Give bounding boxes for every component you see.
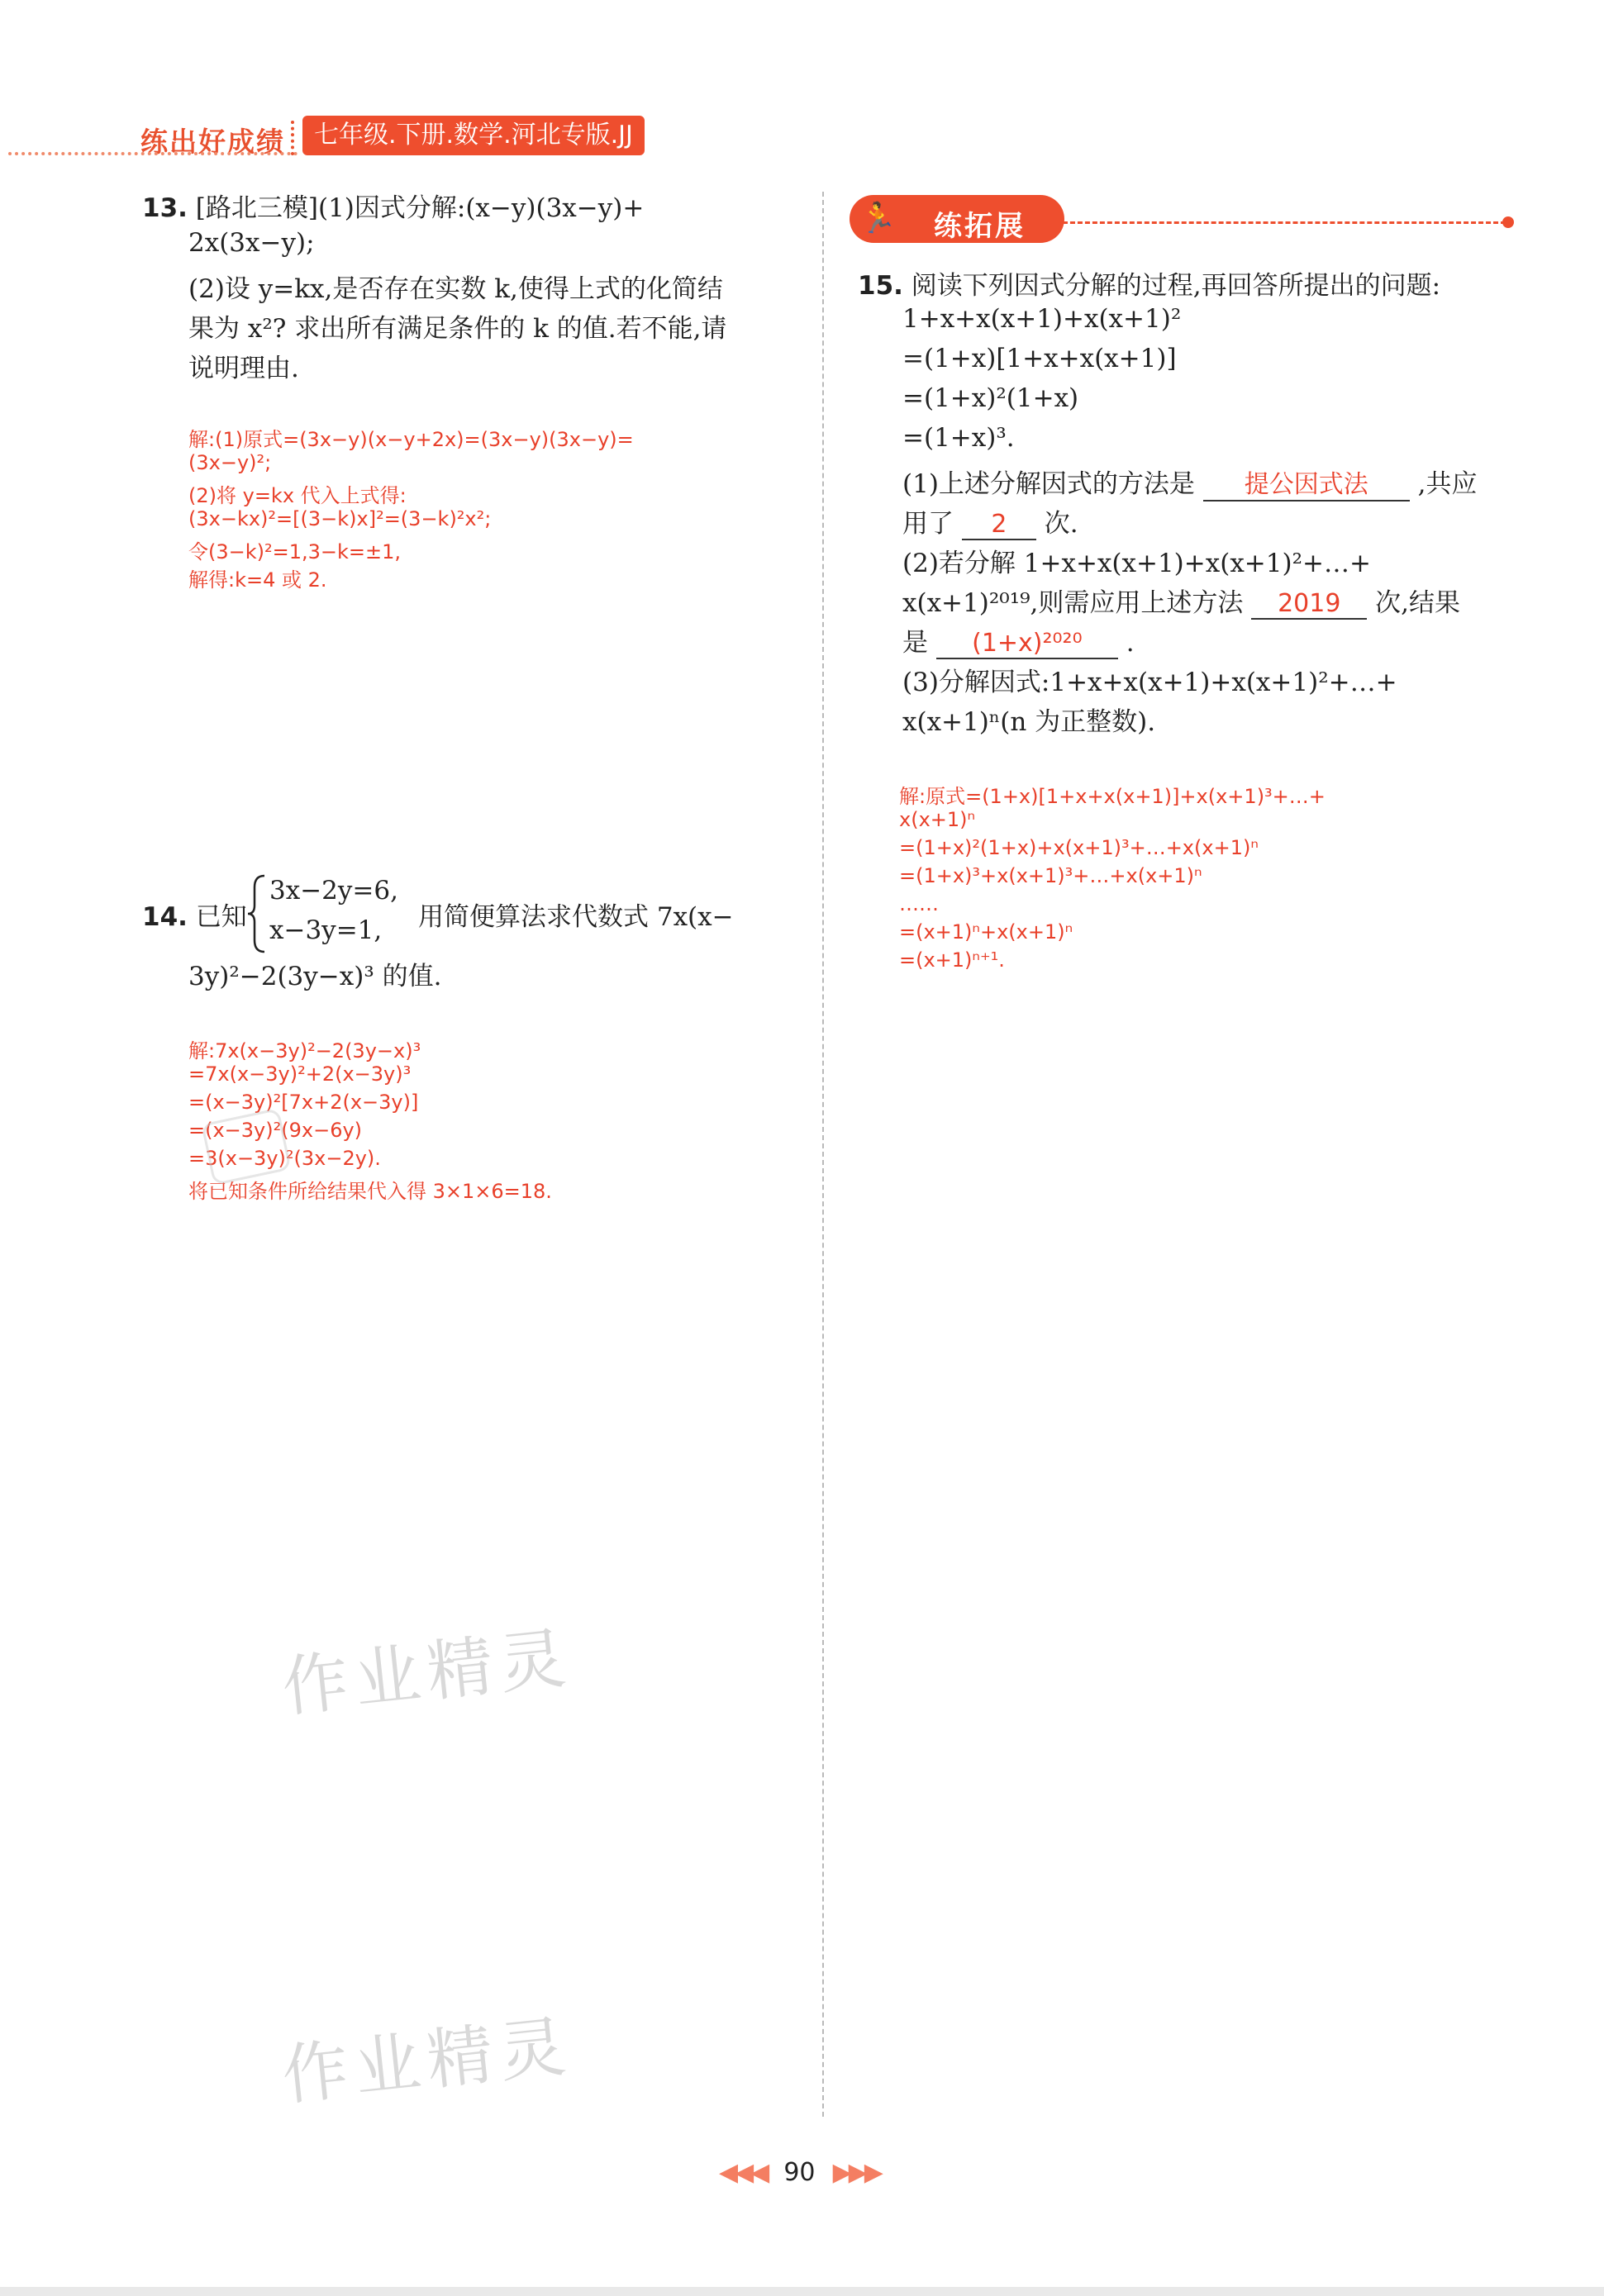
question-text: 用简便算法求代数式 7x(x−: [418, 902, 734, 932]
question-text: 已知: [195, 902, 247, 932]
question-number: 14.: [142, 902, 188, 932]
brand-title: 练出好成绩: [140, 126, 285, 158]
watermark: 作业精灵: [278, 2007, 576, 2115]
question-text: x(x+1)²⁰¹⁹,则需应用上述方法: [902, 588, 1244, 618]
right-arrows-icon: ▶▶▶: [832, 2158, 880, 2187]
answer-line: ……: [899, 892, 939, 915]
question-text: (2)若分解 1+x+x(x+1)+x(x+1)²+…+: [902, 549, 1371, 578]
question-text: [路北三模](1)因式分解:(x−y)(3x−y)+: [195, 193, 645, 223]
equation-2: x−3y=1,: [269, 915, 383, 945]
header-separator: [291, 121, 299, 155]
answer-blank-times: 2019: [1251, 589, 1367, 620]
question-number: 13.: [142, 193, 188, 223]
bottom-edge: [0, 2287, 1604, 2296]
brace-icon: [246, 872, 268, 955]
answer-line: 令(3−k)²=1,3−k=±1,: [188, 540, 402, 563]
answer-line: =(1+x)³+x(x+1)³+…+x(x+1)ⁿ: [899, 864, 1202, 887]
answer-line: (3x−y)²;: [188, 451, 272, 474]
question-text: 果为 x²? 求出所有满足条件的 k 的值.若不能,请: [188, 314, 727, 344]
answer-line: (2)将 y=kx 代入上式得:: [188, 484, 407, 507]
derivation-step: 1+x+x(x+1)+x(x+1)²: [902, 304, 1182, 334]
book-info-tag: 七年级.下册.数学.河北专版.JJ: [302, 116, 645, 155]
question-text: x(x+1)ⁿ(n 为正整数).: [902, 707, 1156, 737]
question-text: 次.: [1044, 509, 1078, 539]
answer-line: 解:原式=(1+x)[1+x+x(x+1)]+x(x+1)³+…+: [899, 785, 1326, 808]
question-text: (3)分解因式:1+x+x(x+1)+x(x+1)²+…+: [902, 668, 1397, 697]
question-text: 用了: [902, 509, 954, 539]
derivation-step: =(1+x)²(1+x): [902, 383, 1079, 413]
page-number: 90: [783, 2158, 816, 2187]
question-text: ,共应: [1417, 469, 1478, 499]
answer-blank-method: 提公因式法: [1203, 463, 1410, 502]
answer-line: =7x(x−3y)²+2(x−3y)³: [188, 1062, 412, 1086]
question-text: 3y)²−2(3y−x)³ 的值.: [188, 962, 442, 991]
question-text: 次,结果: [1375, 588, 1460, 618]
derivation-step: =(1+x)[1+x+x(x+1)]: [902, 344, 1177, 373]
answer-line: 解:7x(x−3y)²−2(3y−x)³: [188, 1039, 421, 1062]
section-dashed-rule: [1063, 221, 1506, 224]
equation-1: 3x−2y=6,: [269, 876, 398, 906]
header-dotted-rule: [8, 152, 297, 155]
answer-line: (3x−kx)²=[(3−k)x]²=(3−k)²x²;: [188, 507, 492, 530]
answer-line: =(x+1)ⁿ⁺¹.: [899, 948, 1005, 972]
question-text: 阅读下列因式分解的过程,再回答所提出的问题:: [911, 271, 1441, 301]
question-text: 是: [902, 628, 928, 658]
column-divider: [822, 192, 824, 2117]
section-rule-dot: [1502, 216, 1514, 228]
watermark: 作业精灵: [278, 1619, 576, 1727]
question-text: (2)设 y=kx,是否存在实数 k,使得上式的化简结: [188, 274, 723, 304]
answer-blank-count: 2: [962, 510, 1036, 540]
runner-icon: 🏃: [859, 202, 897, 235]
answer-line: =(x+1)ⁿ+x(x+1)ⁿ: [899, 920, 1073, 944]
answer-line: =(x−3y)²(9x−6y): [188, 1119, 363, 1142]
answer-line: 解:(1)原式=(3x−y)(x−y+2x)=(3x−y)(3x−y)=: [188, 428, 634, 451]
question-text: (1)上述分解因式的方法是: [902, 469, 1195, 499]
question-text: 说明理由.: [188, 354, 299, 383]
answer-line: =(x−3y)²[7x+2(x−3y)]: [188, 1091, 419, 1114]
question-text: 2x(3x−y);: [188, 228, 315, 258]
answer-line: 解得:k=4 或 2.: [188, 568, 327, 592]
question-text: .: [1126, 628, 1135, 658]
answer-line: =3(x−3y)²(3x−2y).: [188, 1147, 381, 1170]
page-footer: [719, 2158, 880, 2187]
answer-line: 将已知条件所给结果代入得 3×1×6=18.: [188, 1180, 552, 1203]
answer-line: =(1+x)²(1+x)+x(x+1)³+…+x(x+1)ⁿ: [899, 836, 1259, 859]
left-arrows-icon: ◀◀◀: [719, 2158, 767, 2187]
answer-line: x(x+1)ⁿ: [899, 808, 976, 831]
answer-blank-result: (1+x)²⁰²⁰: [936, 629, 1118, 659]
section-title: 练拓展: [934, 210, 1026, 243]
derivation-step: =(1+x)³.: [902, 423, 1015, 453]
question-number: 15.: [858, 271, 903, 301]
